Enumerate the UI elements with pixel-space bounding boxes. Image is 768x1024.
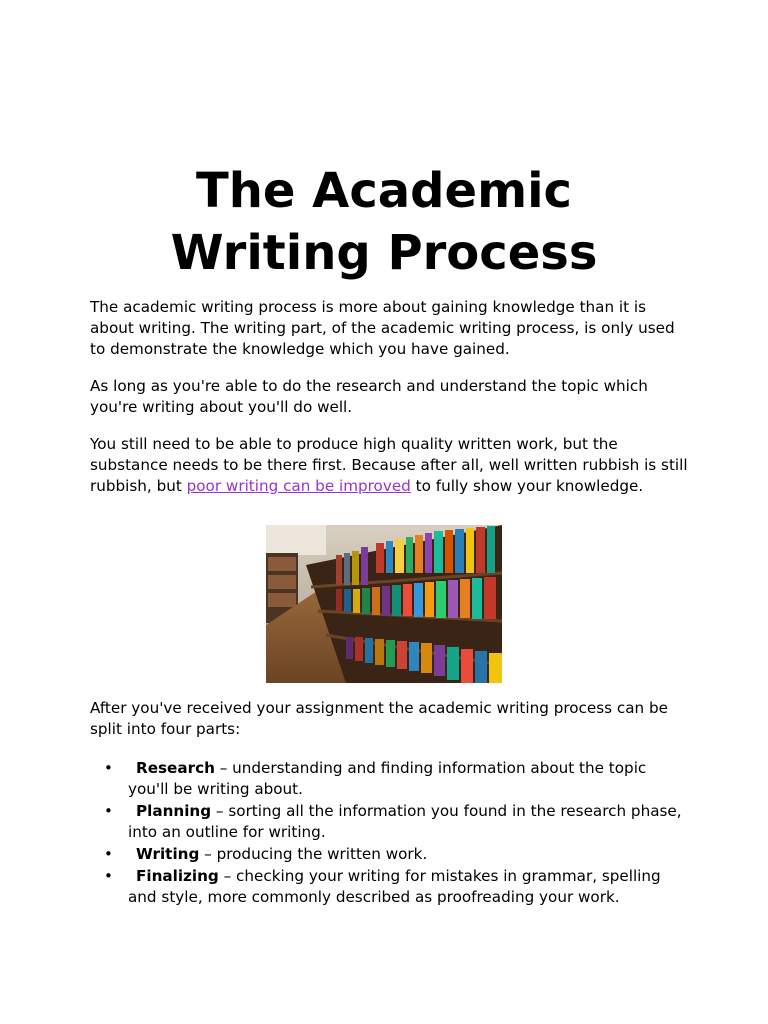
library-bookshelves-image (266, 525, 502, 683)
bullet-icon: • (104, 867, 113, 885)
part-description: – sorting all the information you found in the research phase, into an outline for writing. (128, 802, 682, 841)
page-title (0, 160, 768, 284)
intro-paragraph: The academic writing process is more about gaining knowledge than it is about writing. The writing part, of the academic writing process, is only used to demonstrate the knowledge which you have gained. (90, 298, 675, 358)
quality-text-after: to fully show your knowledge. (410, 477, 644, 495)
bullet-icon: • (104, 802, 113, 820)
title-line-2: Writing Process (170, 225, 598, 281)
quality-text-before: You still need to be able to produce high quality written work, but the substance needs to be there first. Because after all, well written rubbish is still rubbish, but (90, 435, 688, 495)
part-description: – checking your writing for mistakes in grammar, spelling and style, more commonly described as proofreading your work. (128, 867, 661, 906)
part-term: Research (136, 759, 215, 777)
poor-writing-link[interactable]: poor writing can be improved (186, 477, 411, 495)
part-description: – producing the written work. (199, 845, 428, 863)
list-item (90, 866, 690, 908)
part-term: Finalizing (136, 867, 219, 885)
part-description: – understanding and finding information about the topic you'll be writing about. (128, 759, 647, 798)
part-term: Writing (136, 845, 200, 863)
bullet-icon: • (104, 759, 113, 777)
process-parts-list (90, 758, 690, 909)
quality-paragraph (90, 434, 690, 497)
research-paragraph: As long as you're able to do the research and understand the topic which you're writing about you'll do well. (90, 377, 648, 416)
title-line-1: The Academic (195, 163, 572, 219)
list-item (90, 801, 690, 843)
parts-intro-paragraph: After you've received your assignment the academic writing process can be split into four parts: (90, 699, 668, 738)
list-item (90, 758, 690, 800)
bullet-icon: • (104, 845, 113, 863)
part-term: Planning (136, 802, 212, 820)
list-item (90, 844, 690, 865)
